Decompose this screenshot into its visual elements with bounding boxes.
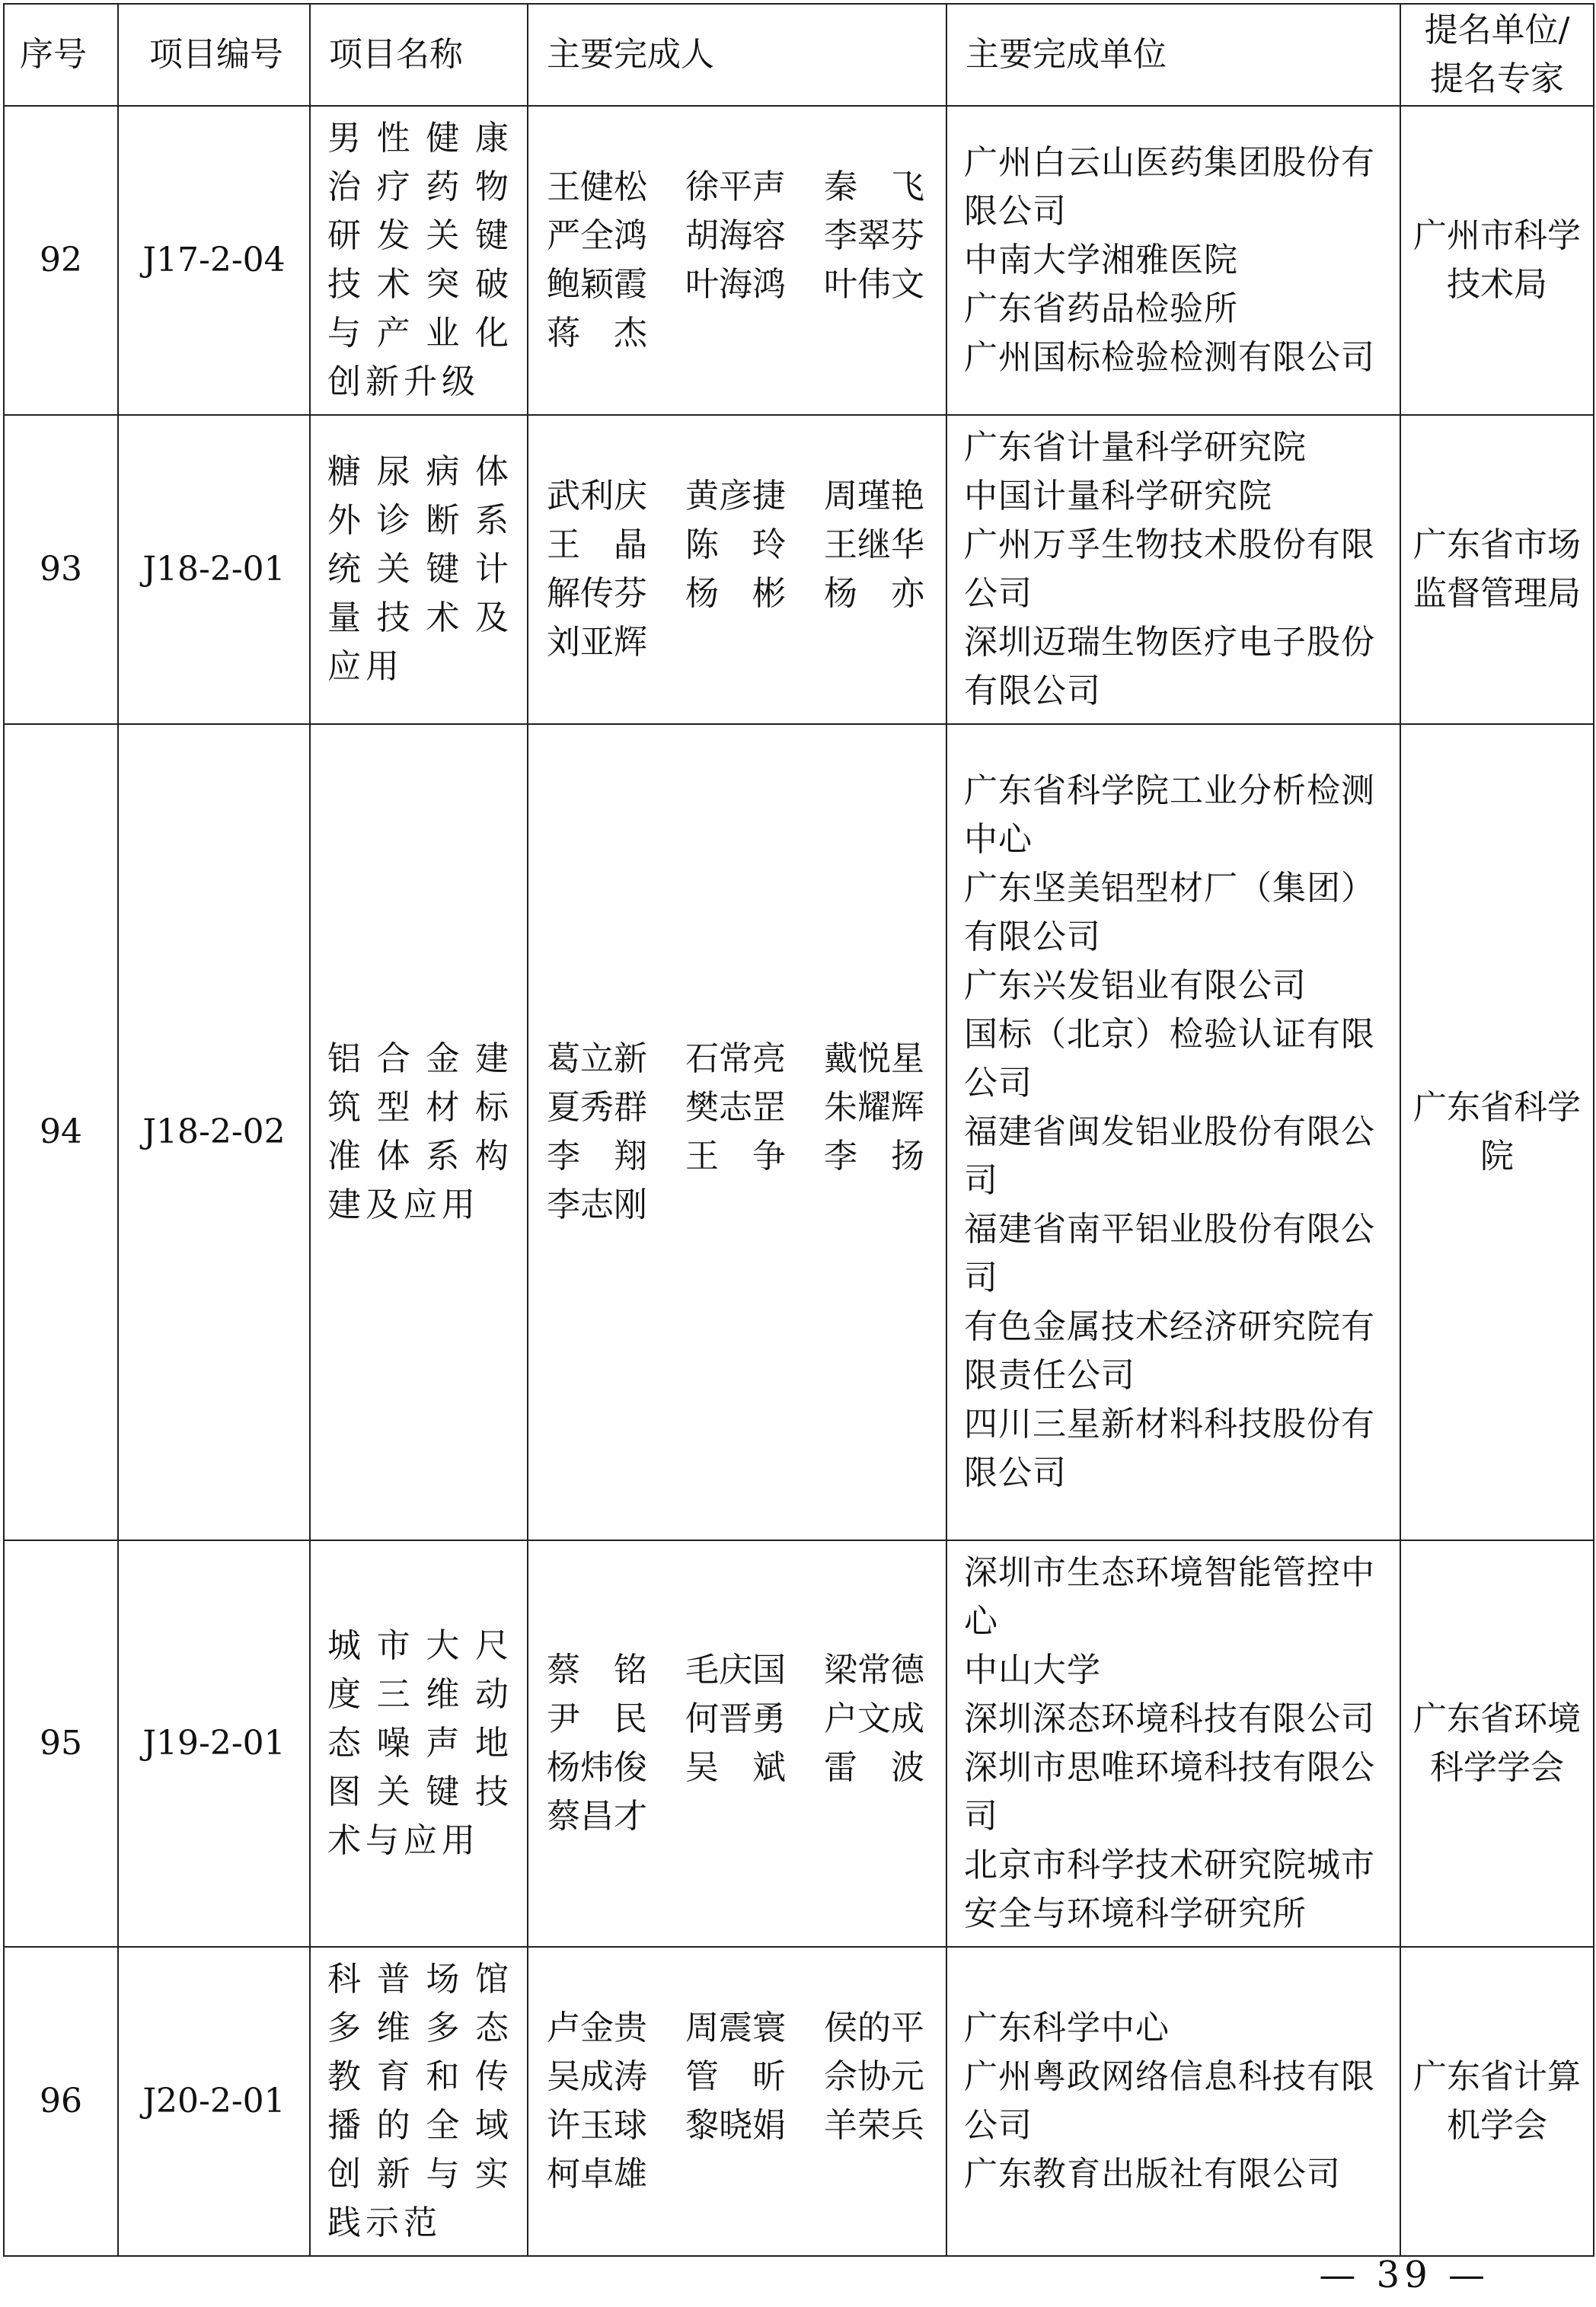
- people-line: [547, 1083, 930, 1132]
- people-line: [547, 1744, 930, 1792]
- cell-project-name: 铝合金建筑型材标准体系构建及应用: [310, 724, 528, 1540]
- unit-name: 广州国标检验检测有限公司: [964, 338, 1375, 377]
- person-name: 陈 玲: [685, 525, 786, 564]
- page-number: — 39 —: [1319, 2254, 1489, 2296]
- person-name: 侯的平: [824, 2009, 924, 2047]
- unit-name: 广东教育出版社有限公司: [964, 2155, 1341, 2194]
- person-name: 蒋 杰: [547, 314, 647, 353]
- unit-name: 广州白云山医药集团股份有限公司: [964, 143, 1375, 231]
- person-name: 李志刚: [547, 1185, 647, 1224]
- people-line: [547, 1695, 930, 1744]
- people-line: [547, 1646, 930, 1695]
- cell-people: [528, 1540, 946, 1947]
- person-name: 吴成涛: [547, 2057, 647, 2096]
- person-name: 毛庆国: [685, 1651, 786, 1690]
- cell-people: [528, 415, 946, 724]
- unit-name: 中山大学: [964, 1651, 1101, 1690]
- cell-seq: 95: [4, 1540, 118, 1947]
- people-line: [547, 2053, 930, 2101]
- person-name: 尹 民: [547, 1699, 647, 1738]
- person-name: 蔡 铭: [547, 1651, 647, 1690]
- person-name: 杨 亦: [824, 574, 924, 613]
- cell-nominator: 广东省计算机学会: [1400, 1947, 1594, 2256]
- people-line: [547, 618, 930, 667]
- unit-name: 广东省计量科学研究院: [964, 428, 1307, 467]
- unit-name: 广东省科学院工业分析检测中心: [964, 771, 1375, 859]
- people-line: [547, 309, 930, 358]
- unit-name: 四川三星新材料科技股份有限公司: [964, 1405, 1375, 1492]
- person-name: 户文成: [824, 1699, 924, 1738]
- cell-nominator: 广州市科学技术局: [1400, 106, 1594, 415]
- unit-name: 深圳市生态环境智能管控中心: [964, 1553, 1375, 1641]
- cell-nominator: 广东省环境科学学会: [1400, 1540, 1594, 1947]
- person-name: 朱耀辉: [824, 1088, 924, 1127]
- award-table: [3, 3, 1594, 2257]
- cell-code: J18-2-02: [118, 724, 310, 1540]
- unit-name: 广东坚美铝型材厂（集团）有限公司: [964, 869, 1375, 956]
- person-name: 羊荣兵: [824, 2106, 924, 2145]
- person-name: 王继华: [824, 525, 924, 564]
- table-row: [4, 106, 1594, 415]
- person-name: 戴悦星: [824, 1039, 924, 1078]
- table-row: [4, 1540, 1594, 1947]
- header-nominator-line2: 提名专家: [1430, 59, 1564, 98]
- cell-units: [946, 415, 1400, 724]
- table-row: [4, 1947, 1594, 2256]
- header-people: 主要完成人: [528, 4, 946, 106]
- person-name: 何晋勇: [685, 1699, 786, 1738]
- people-line: [547, 1181, 930, 1230]
- people-line: [547, 163, 930, 212]
- cell-seq: 94: [4, 724, 118, 1540]
- person-name: 秦 飞: [824, 168, 924, 206]
- person-name: 许玉球: [547, 2106, 647, 2145]
- cell-people: [528, 1947, 946, 2256]
- person-name: 叶海鸿: [685, 265, 786, 304]
- unit-name: 广东兴发铝业有限公司: [964, 966, 1307, 1005]
- person-name: 雷 波: [824, 1748, 924, 1787]
- person-name: 樊志罡: [685, 1088, 786, 1127]
- person-name: 管 昕: [685, 2057, 786, 2096]
- unit-name: 广州万孚生物技术股份有限公司: [964, 525, 1375, 613]
- person-name: 武利庆: [547, 477, 647, 515]
- unit-name: 深圳市思唯环境科技有限公司: [964, 1748, 1375, 1836]
- cell-units: [946, 1540, 1400, 1947]
- people-line: [547, 1035, 930, 1083]
- person-name: 梁常德: [824, 1651, 924, 1690]
- cell-nominator: 广东省科学院: [1400, 724, 1594, 1540]
- cell-units: [946, 724, 1400, 1540]
- unit-name: 中国计量科学研究院: [964, 477, 1272, 515]
- unit-name: 北京市科学技术研究院城市安全与环境科学研究所: [964, 1846, 1375, 1933]
- cell-seq: 96: [4, 1947, 118, 2256]
- header-code: 项目编号: [118, 4, 310, 106]
- people-line: [547, 570, 930, 618]
- cell-project-name: 男性健康治疗药物研发关键技术突破与产业化创新升级: [310, 106, 528, 415]
- cell-project-name: 糖尿病体外诊断系统关键计量技术及应用: [310, 415, 528, 724]
- unit-name: 有色金属技术经济研究院有限责任公司: [964, 1307, 1375, 1395]
- unit-name: 福建省闽发铝业股份有限公司: [964, 1112, 1375, 1200]
- unit-name: 广东科学中心: [964, 2009, 1170, 2047]
- cell-project-name: 城市大尺度三维动态噪声地图关键技术与应用: [310, 1540, 528, 1947]
- header-units: 主要完成单位: [946, 4, 1400, 106]
- person-name: 徐平声: [685, 168, 786, 206]
- people-line: [547, 1132, 930, 1181]
- person-name: 叶伟文: [824, 265, 924, 304]
- person-name: 解传芬: [547, 574, 647, 613]
- cell-code: J19-2-01: [118, 1540, 310, 1947]
- cell-code: J20-2-01: [118, 1947, 310, 2256]
- cell-seq: 93: [4, 415, 118, 724]
- cell-people: [528, 724, 946, 1540]
- cell-people: [528, 106, 946, 415]
- people-line: [547, 212, 930, 260]
- people-line: [547, 2101, 930, 2150]
- person-name: 夏秀群: [547, 1088, 647, 1127]
- person-name: 王 争: [685, 1137, 786, 1176]
- person-name: 王 晶: [547, 525, 647, 564]
- cell-nominator: 广东省市场监督管理局: [1400, 415, 1594, 724]
- person-name: 周瑾艳: [824, 477, 924, 515]
- header-name: 项目名称: [310, 4, 528, 106]
- person-name: 黄彦捷: [685, 477, 786, 515]
- person-name: 刘亚辉: [547, 623, 647, 662]
- table-row: [4, 724, 1594, 1540]
- unit-name: 广东省药品检验所: [964, 289, 1238, 328]
- unit-name: 广州粤政网络信息科技有限公司: [964, 2057, 1375, 2145]
- people-line: [547, 1792, 930, 1841]
- people-line: [547, 260, 930, 309]
- cell-units: [946, 106, 1400, 415]
- person-name: 周震寰: [685, 2009, 786, 2047]
- people-line: [547, 2004, 930, 2053]
- person-name: 卢金贵: [547, 2009, 647, 2047]
- people-line: [547, 472, 930, 521]
- header-seq: 序号: [4, 4, 118, 106]
- person-name: 杨 彬: [685, 574, 786, 613]
- unit-name: 深圳深态环境科技有限公司: [964, 1699, 1375, 1738]
- person-name: 佘协元: [824, 2057, 924, 2096]
- cell-code: J17-2-04: [118, 106, 310, 415]
- person-name: 严全鸿: [547, 216, 647, 255]
- people-line: [547, 2150, 930, 2199]
- unit-name: 福建省南平铝业股份有限公司: [964, 1210, 1375, 1297]
- cell-project-name: 科普场馆多维多态教育和传播的全域创新与实践示范: [310, 1947, 528, 2256]
- person-name: 柯卓雄: [547, 2155, 647, 2194]
- person-name: 黎晓娟: [685, 2106, 786, 2145]
- person-name: 胡海容: [685, 216, 786, 255]
- person-name: 李翠芬: [824, 216, 924, 255]
- header-nominator-line1: 提名单位/: [1424, 11, 1570, 49]
- person-name: 王健松: [547, 168, 647, 206]
- header-row: [4, 4, 1594, 106]
- person-name: 石常亮: [685, 1039, 786, 1078]
- person-name: 杨炜俊: [547, 1748, 647, 1787]
- table-row: [4, 415, 1594, 724]
- unit-name: 中南大学湘雅医院: [964, 241, 1238, 279]
- person-name: 李 扬: [824, 1137, 924, 1176]
- person-name: 葛立新: [547, 1039, 647, 1078]
- cell-seq: 92: [4, 106, 118, 415]
- unit-name: 深圳迈瑞生物医疗电子股份有限公司: [964, 623, 1375, 710]
- person-name: 吴 斌: [685, 1748, 786, 1787]
- header-nominator: [1400, 4, 1594, 106]
- person-name: 蔡昌才: [547, 1797, 647, 1836]
- person-name: 李 翔: [547, 1137, 647, 1176]
- cell-units: [946, 1947, 1400, 2256]
- people-line: [547, 521, 930, 570]
- unit-name: 国标（北京）检验认证有限公司: [964, 1015, 1375, 1102]
- person-name: 鲍颖霞: [547, 265, 647, 304]
- cell-code: J18-2-01: [118, 415, 310, 724]
